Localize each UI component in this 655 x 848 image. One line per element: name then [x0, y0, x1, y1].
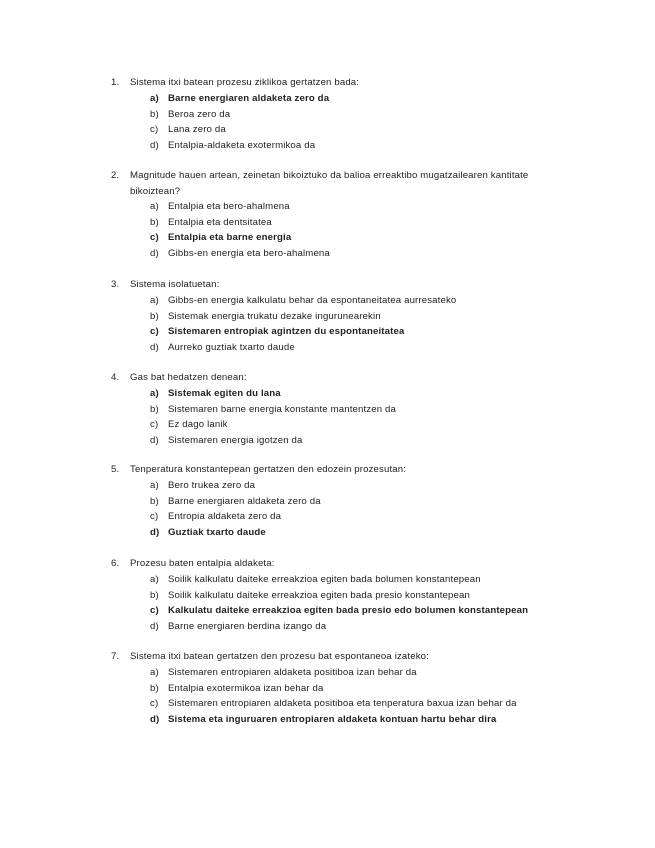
option-letter: b) [150, 310, 159, 322]
option-text: Aurreko guztiak txarto daude [168, 341, 295, 353]
option-letter: b) [150, 589, 159, 601]
correct-option-text: Entalpia eta barne energia [168, 232, 292, 243]
option-text: Entalpia eta bero-ahalmena [168, 201, 290, 212]
question-header [0, 168, 655, 199]
option-text: Soilik kalkulatu daiteke erreakzioa egiten bada presio konstantepean [168, 589, 470, 601]
option-letter: a) [150, 295, 159, 306]
question-header [0, 370, 655, 386]
option-letter: d) [150, 341, 159, 353]
option-letter: d) [150, 526, 160, 538]
answer-option [0, 199, 655, 215]
option-letter: a) [150, 480, 159, 491]
answer-option [0, 588, 655, 604]
answer-option [0, 572, 655, 588]
option-text: Gibbs-en energia kalkulatu behar da espontaneitatea aurresateko [168, 295, 457, 306]
option-letter: d) [150, 434, 159, 446]
question-header [0, 556, 655, 572]
question-2 [0, 168, 655, 261]
answer-option [0, 293, 655, 309]
option-letter: a) [150, 93, 159, 104]
option-text: Sistemaren energia igotzen da [168, 434, 303, 446]
answer-option [0, 402, 655, 418]
option-letter: a) [150, 574, 159, 585]
option-letter: b) [150, 403, 159, 415]
answer-option [0, 246, 655, 262]
correct-option-text: Sistemaren entropiak agintzen du espontaneitatea [168, 326, 405, 337]
answer-option [0, 122, 655, 138]
answer-option [0, 619, 655, 635]
option-text: Entropia aldaketa zero da [168, 511, 282, 522]
question-header [0, 75, 655, 91]
correct-option-text: Guztiak txarto daude [168, 526, 266, 538]
answer-option [0, 681, 655, 697]
question-7 [0, 649, 655, 727]
answer-option [0, 509, 655, 525]
option-letter: c) [150, 605, 159, 616]
question-number: 6. [111, 558, 120, 569]
question-number: 7. [111, 651, 120, 662]
question-text: Magnitude hauen artean, zeinetan bikoiztuko da balioa erreaktibo mugatzailearen kantitate bikoiztean? [130, 170, 529, 197]
correct-option-text: Kalkulatu daiteke erreakzioa egiten bada presio edo bolumen konstantepean [168, 605, 529, 616]
option-letter: d) [150, 139, 159, 151]
question-5 [0, 462, 655, 540]
option-text: Gibbs-en energia eta bero-ahalmena [168, 247, 330, 259]
option-letter: c) [150, 124, 159, 135]
question-header [0, 277, 655, 293]
answer-option [0, 215, 655, 231]
answer-option [0, 138, 655, 154]
answer-option [0, 324, 655, 340]
option-text: Sistemaren barne energia konstante mantentzen da [168, 403, 396, 415]
option-text: Barne energiaren aldaketa zero da [168, 495, 321, 507]
option-letter: d) [150, 713, 160, 725]
option-letter: c) [150, 419, 159, 430]
answer-option [0, 386, 655, 402]
question-text: Tenperatura konstantepean gertatzen den edozein prozesutan: [130, 464, 407, 475]
option-text: Sistemaren entropiaren aldaketa positiboa eta tenperatura baxua izan behar da [168, 698, 517, 709]
option-text: Entalpia exotermikoa izan behar da [168, 682, 324, 694]
option-letter: c) [150, 511, 159, 522]
answer-option [0, 417, 655, 433]
answer-option [0, 91, 655, 107]
correct-option-text: Sistemak egiten du lana [168, 388, 281, 399]
question-1 [0, 75, 655, 153]
question-3 [0, 277, 655, 355]
option-letter: c) [150, 232, 159, 243]
option-text: Entalpia eta dentsitatea [168, 216, 272, 228]
answer-option [0, 230, 655, 246]
option-text: Entalpia-aldaketa exotermikoa da [168, 139, 316, 151]
option-text: Soilik kalkulatu daiteke erreakzioa egiten bada bolumen konstantepean [168, 574, 481, 585]
option-letter: c) [150, 698, 159, 709]
option-letter: d) [150, 620, 159, 632]
option-letter: a) [150, 667, 159, 678]
answer-option [0, 494, 655, 510]
option-text: Ez dago lanik [168, 419, 228, 430]
question-number: 2. [111, 170, 120, 181]
option-letter: c) [150, 326, 159, 337]
question-text: Sistema itxi batean prozesu ziklikoa gertatzen bada: [130, 77, 360, 88]
question-number: 1. [111, 77, 120, 88]
option-text: Sistemak energia trukatu dezake ingurunearekin [168, 310, 381, 322]
option-letter: d) [150, 247, 159, 259]
answer-option [0, 107, 655, 123]
option-text: Beroa zero da [168, 108, 231, 120]
answer-option [0, 603, 655, 619]
answer-option [0, 309, 655, 325]
option-letter: a) [150, 388, 159, 399]
option-text: Sistemaren entropiaren aldaketa positiboa izan behar da [168, 667, 417, 678]
answer-option [0, 433, 655, 449]
answer-option [0, 712, 655, 728]
option-text: Barne energiaren berdina izango da [168, 620, 327, 632]
answer-option [0, 665, 655, 681]
option-text: Lana zero da [168, 124, 226, 135]
question-text: Prozesu baten entalpia aldaketa: [130, 558, 275, 569]
correct-option-text: Barne energiaren aldaketa zero da [168, 93, 330, 104]
question-text: Sistema itxi batean gertatzen den prozesu bat espontaneoa izateko: [130, 651, 429, 662]
option-letter: b) [150, 108, 159, 120]
question-header [0, 649, 655, 665]
question-number: 3. [111, 279, 120, 290]
option-text: Bero trukea zero da [168, 480, 256, 491]
question-number: 5. [111, 464, 120, 475]
correct-option-text: Sistema eta inguruaren entropiaren aldaketa kontuan hartu behar dira [168, 713, 497, 725]
question-6 [0, 556, 655, 634]
answer-option [0, 696, 655, 712]
option-letter: b) [150, 495, 159, 507]
answer-option [0, 340, 655, 356]
option-letter: b) [150, 682, 159, 694]
answer-option [0, 525, 655, 541]
question-4 [0, 370, 655, 448]
question-number: 4. [111, 372, 120, 383]
option-letter: a) [150, 201, 159, 212]
question-text: Sistema isolatuetan: [130, 279, 220, 290]
answer-option [0, 478, 655, 494]
question-header [0, 462, 655, 478]
option-letter: b) [150, 216, 159, 228]
question-text: Gas bat hedatzen denean: [130, 372, 247, 383]
